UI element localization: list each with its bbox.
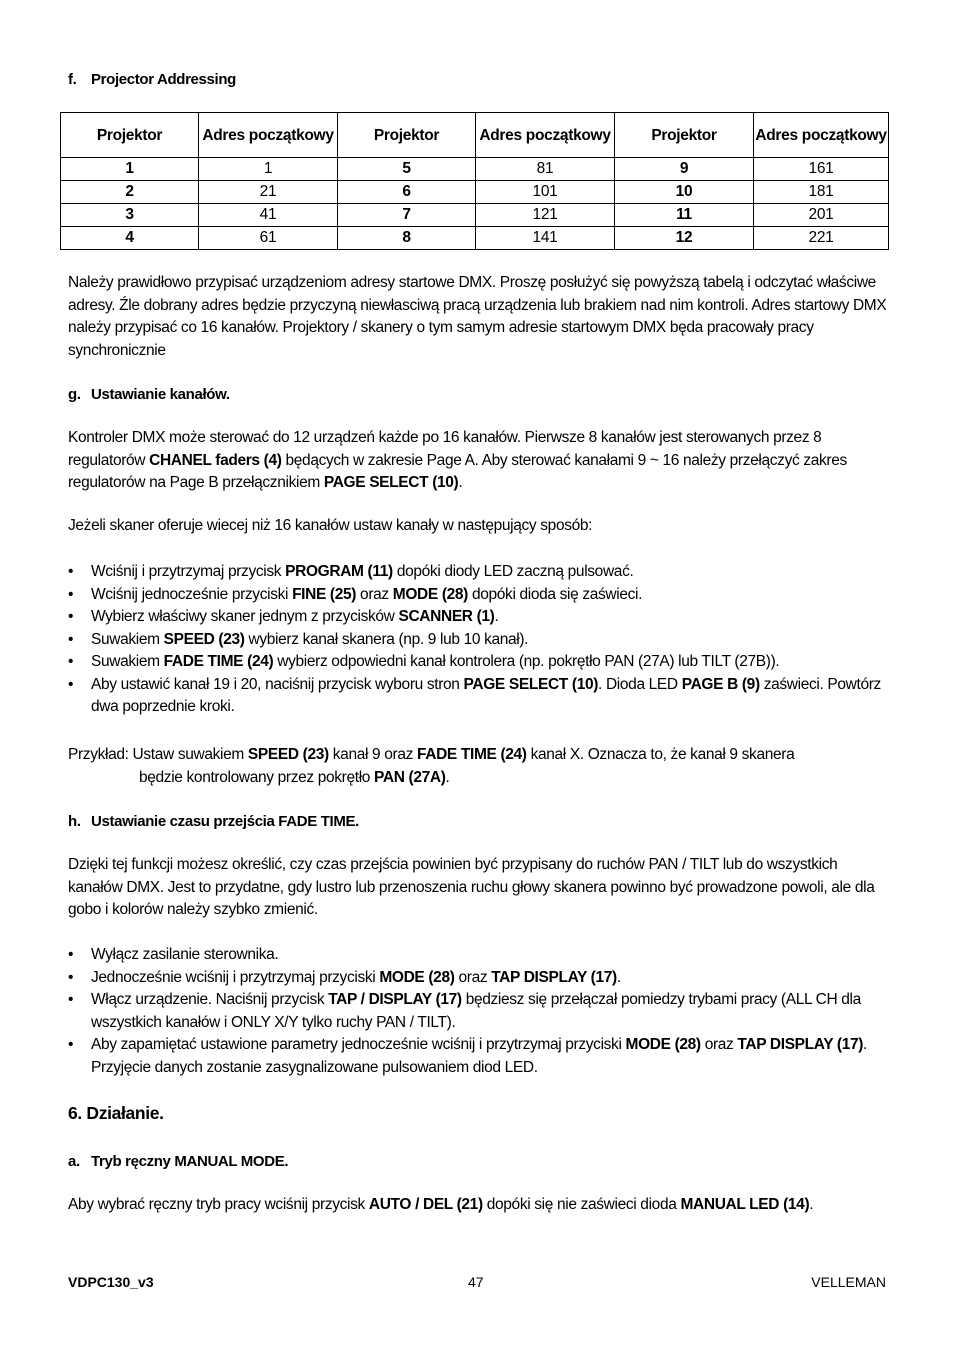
table-cell: 10 <box>615 181 754 204</box>
list-item: • Wciśnij i przytrzymaj przycisk PROGRAM (11) dopóki diody LED zaczną pulsować. <box>68 561 888 584</box>
table-cell: 12 <box>615 227 754 250</box>
table-cell: 11 <box>615 204 754 227</box>
table-cell: 4 <box>61 227 199 250</box>
table-cell: 2 <box>61 181 199 204</box>
list-item: • Aby ustawić kanał 19 i 20, naciśnij przycisk wyboru stron PAGE SELECT (10). Dioda LED PAGE B (9) zaświeci. Powtórz dwa poprzednie kroki. <box>68 675 881 715</box>
address-table <box>60 112 889 250</box>
table-cell: 61 <box>199 227 338 250</box>
table-header: Projektor <box>338 113 476 158</box>
bullet-icon: • <box>68 1036 74 1053</box>
section-f-heading: f. Projector Addressing <box>68 71 236 88</box>
paragraph-more-channels: Jeżeli skaner oferuje wiecej niż 16 kanałów ustaw kanały w następujący sposób: <box>68 517 593 534</box>
bullet-icon: • <box>68 630 74 648</box>
list-item: • Suwakiem SPEED (23) wybierz kanał skanera (np. 9 lub 10 kanał). <box>68 629 888 652</box>
table-cell: 6 <box>338 181 476 204</box>
table-row <box>61 158 889 181</box>
paragraph-example: Przykład: Ustaw suwakiem SPEED (23) kanał 9 oraz FADE TIME (24) kanał X. Oznacza to, że kanał 9 skanera będzie kontrolowany przez pokrętło PAN (27A). <box>68 746 795 786</box>
table-row <box>61 204 889 227</box>
table-cell: 21 <box>199 181 338 204</box>
table-header: Adres początkowy <box>754 113 889 158</box>
paragraph-addressing: Należy prawidłowo przypisać urządzeniom adresy startowe DMX. Proszę posłużyć się powyższą tabelą i odczytać właściwe adresy. Źle dobrany adres będzie przyczyną niewłasciwą pracą urządzenia lub brakiem nad nim kontroli. Adres startowy DMX należy przypisać co 16 kanałów. Projektory / skanery o tym samym adresie startowym DMX będa pracowały pracy synchronicznie <box>68 274 887 359</box>
list-item: • Wybierz właściwy skaner jednym z przycisków SCANNER (1). <box>68 606 888 629</box>
table-header: Adres początkowy <box>199 113 338 158</box>
bullet-icon: • <box>68 991 74 1008</box>
bullet-icon: • <box>68 585 74 603</box>
section-a-heading: a. Tryb ręczny MANUAL MODE. <box>68 1153 289 1170</box>
paragraph-fade-time: Dzięki tej funkcji możesz określić, czy czas przejścia powinien być przypisany do ruchów PAN / TILT lub do wszystkich kanałów DMX. Jest to przydatne, gdy lustro lub przenoszenia ruchu głowy skanera powinno być prowadzone powoli, ale dla gobo i kolorów należy szybko zmienić. <box>68 856 875 918</box>
table-row <box>61 227 889 250</box>
table-cell: 101 <box>476 181 615 204</box>
table-header: Projektor <box>61 113 199 158</box>
bullet-icon: • <box>68 968 74 986</box>
table-header-row <box>61 113 889 158</box>
table-cell: 121 <box>476 204 615 227</box>
table-cell: 181 <box>754 181 889 204</box>
table-cell: 201 <box>754 204 889 227</box>
bullet-icon: • <box>68 946 74 963</box>
table-header: Projektor <box>615 113 754 158</box>
paragraph-manual-mode: Aby wybrać ręczny tryb pracy wciśnij przycisk AUTO / DEL (21) dopóki się nie zaświeci dioda MANUAL LED (14). <box>68 1196 814 1213</box>
list-item: • Wyłącz zasilanie sterownika. <box>68 944 888 967</box>
table-header: Adres początkowy <box>476 113 615 158</box>
table-cell: 5 <box>338 158 476 181</box>
table-cell: 41 <box>199 204 338 227</box>
section-6-heading: 6. Działanie. <box>68 1103 164 1123</box>
section-g-heading: g. Ustawianie kanałów. <box>68 386 230 403</box>
table-cell: 7 <box>338 204 476 227</box>
footer-brand: VELLEMAN <box>811 1274 886 1290</box>
steps-list-fade-time <box>68 944 888 1079</box>
paragraph-channels: Kontroler DMX może sterować do 12 urządzeń każde po 16 kanałów. Pierwsze 8 kanałów jest sterowanych przez 8 regulatorów CHANEL faders (4) będących w zakresie Page A. Aby sterować kanałami 9 ~ 16 należy przełączyć zakres regulatorów na Page B przełącznikiem PAGE SELECT (10). <box>68 429 847 491</box>
table-cell: 81 <box>476 158 615 181</box>
table-cell: 3 <box>61 204 199 227</box>
table-cell: 141 <box>476 227 615 250</box>
table-row <box>61 181 889 204</box>
footer-model: VDPC130_v3 <box>68 1274 154 1290</box>
list-item: • Wciśnij jednocześnie przyciski FINE (25) oraz MODE (28) dopóki dioda się zaświeci. <box>68 584 888 607</box>
list-item: • Suwakiem FADE TIME (24) wybierz odpowiedni kanał kontrolera (np. pokrętło PAN (27A) lub TILT (27B)). <box>68 651 888 674</box>
list-item: • Jednocześnie wciśnij i przytrzymaj przyciski MODE (28) oraz TAP DISPLAY (17). <box>68 967 888 990</box>
table-cell: 1 <box>61 158 199 181</box>
table-cell: 9 <box>615 158 754 181</box>
bullet-icon: • <box>68 675 74 693</box>
list-item: • Włącz urządzenie. Naciśnij przycisk TAP / DISPLAY (17) będziesz się przełączał pomiedzy trybami pracy (ALL CH dla wszystkich kanałów i ONLY X/Y tylko ruchy PAN / TILT). <box>68 991 861 1031</box>
table-cell: 1 <box>199 158 338 181</box>
bullet-icon: • <box>68 608 74 625</box>
table-cell: 161 <box>754 158 889 181</box>
table-cell: 221 <box>754 227 889 250</box>
list-item: • Aby zapamiętać ustawione parametry jednocześnie wciśnij i przytrzymaj przyciski MODE (28) oraz TAP DISPLAY (17). Przyjęcie danych zostanie zasygnalizowane pulsowaniem diod LED. <box>68 1036 868 1076</box>
footer-page-number: 47 <box>468 1274 484 1290</box>
bullet-icon: • <box>68 653 74 670</box>
steps-list-channels <box>68 561 888 719</box>
section-h-heading: h. Ustawianie czasu przejścia FADE TIME. <box>68 813 359 830</box>
table-cell: 8 <box>338 227 476 250</box>
bullet-icon: • <box>68 563 74 580</box>
